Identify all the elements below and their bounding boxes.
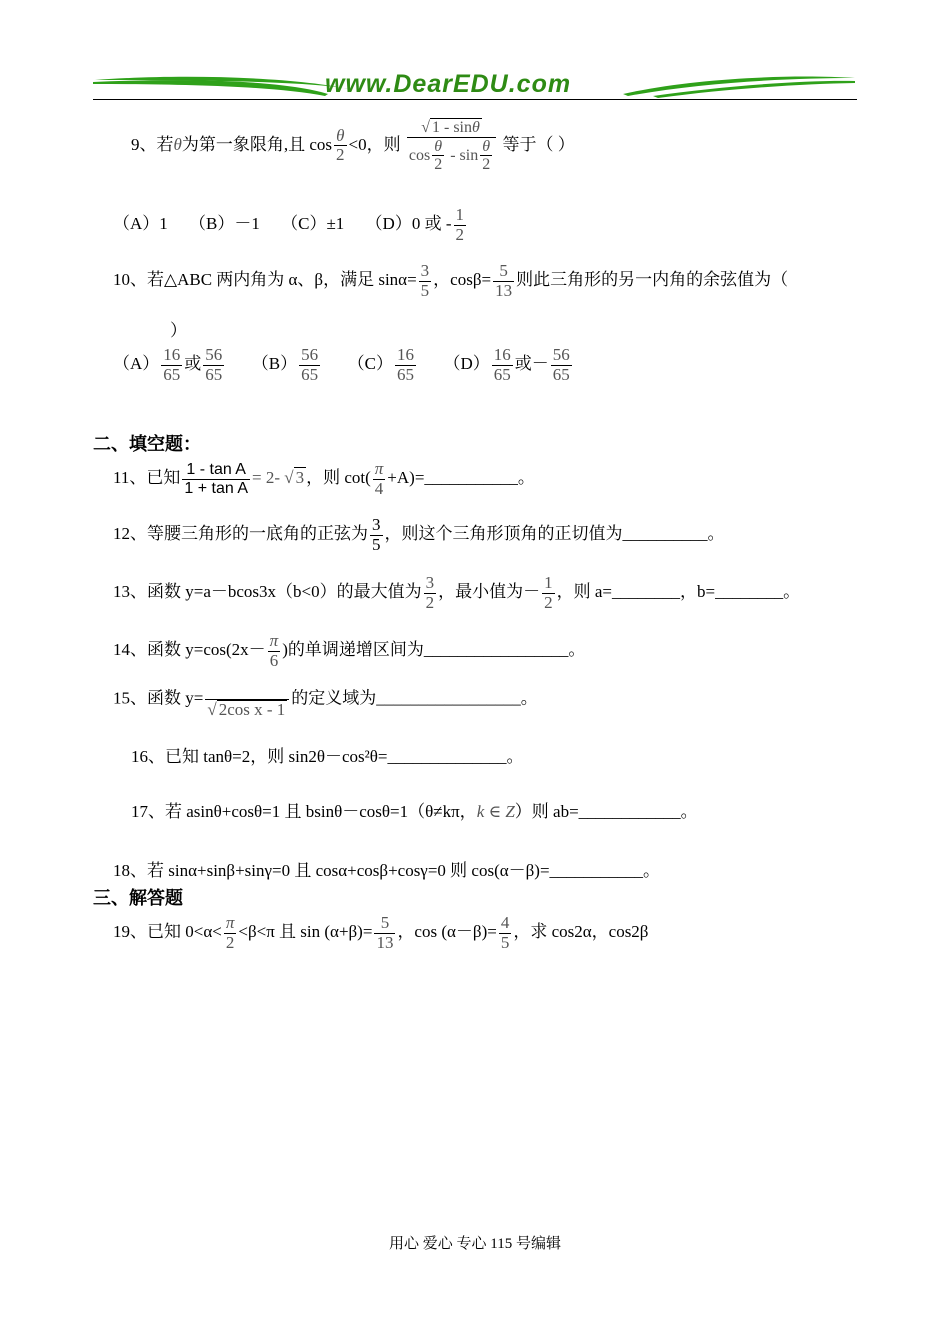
question-19: 19、已知 0<α< $\frac{\pi}{2}$ <β<π 且 sin (α+β)= $\frac{5}{13}$ ，cos (α－β)= $\frac{4}{5}$ ，求 cos2α，cos2β (113, 913, 649, 952)
q19-cos-frac: $\frac{4}{5}$ (500, 913, 510, 952)
question-12: 12、等腰三角形的一底角的正弦为 $\frac{3}{5}$ ，则这个三角形顶角的正切值为__________。 (113, 515, 725, 554)
question-11: 11、已知 $\frac{\text{1 - tan A}}{\text{1 + tan A}}$ = 2- √ 3 ，则 cot( $\frac{\pi}{4}$ +A)=___________。 (113, 459, 535, 498)
q9-theta: θ (173, 134, 182, 154)
question-10: 10、若△ABC 两内角为 α、β，满足 sinα= $\frac{3}{5}$ ，cosβ= $\frac{5}{13}$ 则此三角形的另一内角的余弦值为（ (113, 261, 789, 300)
q10-cos-frac: $\frac{5}{13}$ (495, 261, 513, 300)
q15-frac: √ 2cos x - 1 (205, 680, 289, 719)
q9-option-c: （C）±1 (281, 214, 345, 234)
q10-option-b: （B） $\frac{56}{65}$ (251, 345, 319, 384)
question-17: 17、若 asinθ+cosθ=1 且 bsinθ－cosθ=1（θ≠kπ，k ∈ Z）则 ab=____________。 (131, 802, 698, 821)
q9-frac-theta-2: $\frac{\theta}{2}$ (336, 125, 345, 165)
q9-option-b: （B）－1 (189, 214, 260, 234)
q9-option-a: （A）1 (113, 214, 168, 234)
q10-option-d: （D） $\frac{16}{65}$ 或－ $\frac{56}{65}$ (443, 345, 570, 384)
section-3-title: 三、解答题 (93, 888, 183, 909)
section-2-title: 二、填空题： (93, 434, 201, 455)
q10-sin-frac: $\frac{3}{5}$ (420, 261, 430, 300)
q9-options (113, 206, 468, 244)
q9-option-d: （D）0 或 - $\frac{1}{2}$ (365, 205, 464, 244)
q11-pi-over-4: $\frac{\pi}{4}$ (374, 459, 384, 498)
q9-prefix: 9、若 (131, 134, 174, 154)
question-15: 15、函数 y= √ 2cos x - 1 的定义域为_________________。 (113, 680, 538, 719)
q10-option-c: （C） $\frac{16}{65}$ (347, 345, 414, 384)
q17-k-in-z: k ∈ Z (476, 802, 515, 821)
q10-close-paren: ） (170, 321, 187, 340)
q11-frac: $\frac{\text{1 - tan A}}{\text{1 + tan A}}$ (184, 461, 248, 497)
q9-mid: 为第一象限角,且 cos (181, 134, 333, 154)
q13-min-frac: $\frac{1}{2}$ (544, 573, 553, 612)
q19-pi-over-2: $\frac{\pi}{2}$ (225, 913, 235, 952)
question-14: 14、函数 y=cos(2x－ $\frac{\pi}{6}$ )的单调递增区间为_________________。 (113, 631, 586, 670)
q11-sqrt3: √ 3 (284, 468, 305, 488)
q9-lt0: <0，则 (348, 134, 401, 154)
question-9 (131, 118, 575, 174)
question-16: 16、已知 tanθ=2，则 sin2θ－cos²θ=______________。 (131, 747, 524, 766)
logo-text: www.DearEDU.com (325, 70, 572, 98)
page-footer: 用心 爱心 专心 115 号编辑 (389, 1236, 561, 1252)
q10-option-a: （A） $\frac{16}{65}$ 或 $\frac{56}{65}$ (113, 345, 223, 384)
question-13: 13、函数 y=a－bcos3x（b<0）的最大值为 $\frac{3}{2}$ ，最小值为－ $\frac{1}{2}$ ，则 a=________，b=________。 (113, 573, 801, 612)
q10-options (113, 346, 574, 384)
q13-max-frac: $\frac{3}{2}$ (425, 573, 435, 612)
q12-frac: $\frac{3}{5}$ (372, 515, 381, 554)
q9-main-fraction: √ 1 - sinθ cos $\frac{\theta}{2}$ - sin $\frac{\theta}{2}$ (407, 118, 496, 174)
question-18: 18、若 sinα+sinβ+sinγ=0 且 cosα+cosβ+cosγ=0 则 cos(α－β)=___________。 (113, 861, 661, 880)
header-rule (93, 99, 857, 100)
q14-frac: $\frac{\pi}{6}$ (269, 631, 279, 670)
q19-sin-frac: $\frac{5}{13}$ (376, 913, 394, 952)
q9-suffix: 等于（ ） (502, 134, 575, 154)
